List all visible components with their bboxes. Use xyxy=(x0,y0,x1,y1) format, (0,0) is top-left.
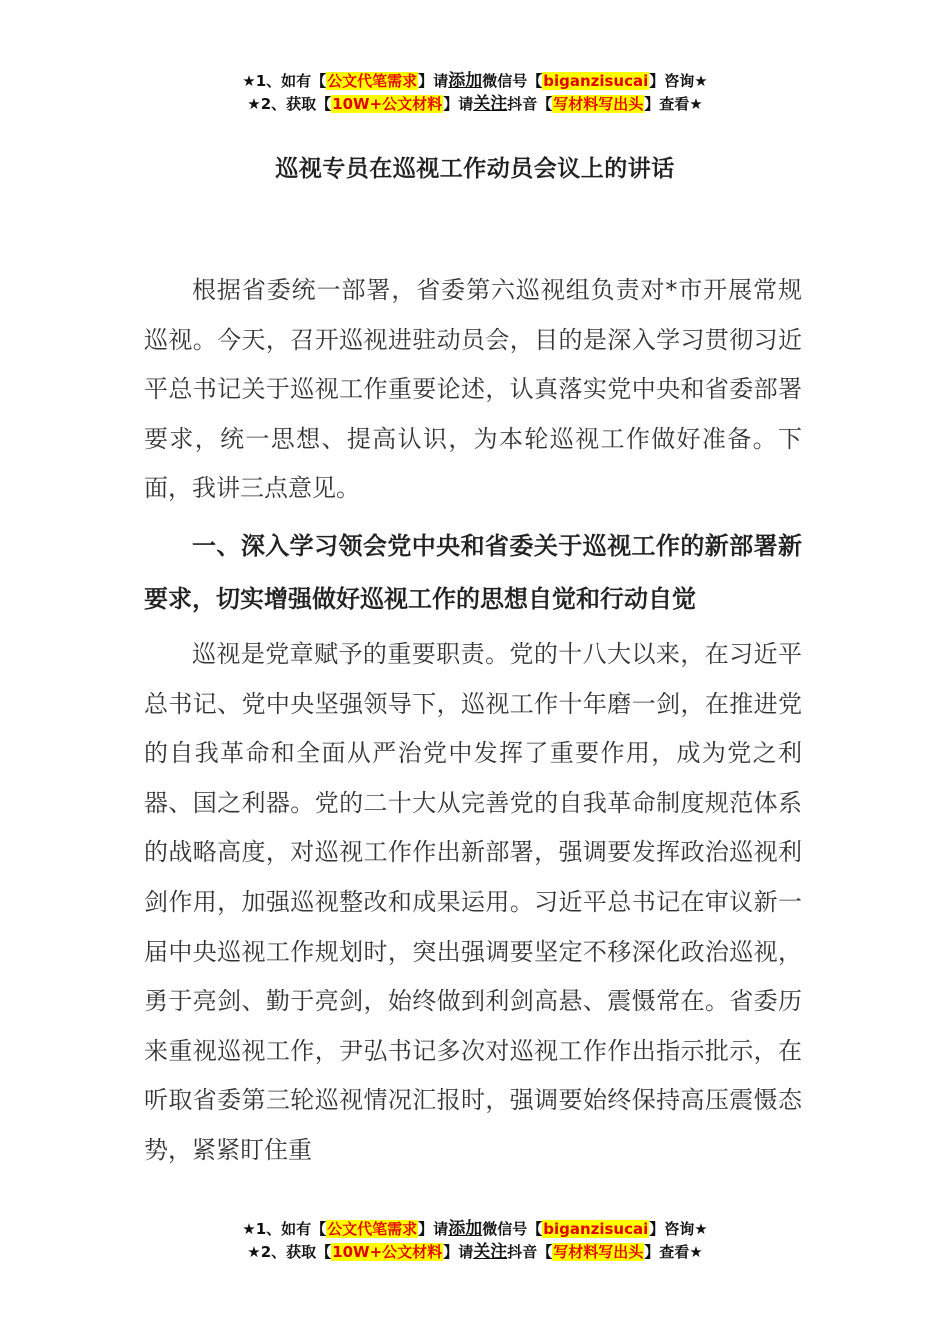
body-paragraph: 巡视是党章赋予的重要职责。党的十八大以来，在习近平总书记、党中央坚强领导下，巡视工作十年磨一剑，在推进党的自我革命和全面从严治党中发挥了重要作用，成为党之利器、国之利器。党的二十大从完善党的自我革命制度规范体系的战略高度，对巡视工作作出新部署，强调要发挥政治巡视利剑作用，加强巡视整改和成果运用。习近平总书记在审议新一届中央巡视工作规划时，突出强调要坚定不移深化政治巡视，勇于亮剑、勤于亮剑，始终做到利剑高悬、震慑常在。省委历来重视巡视工作，尹弘书记多次对巡视工作作出指示批示，在听取省委第三轮巡视情况汇报时，强调要始终保持高压震慑态势，紧紧盯住重 xyxy=(144,639,802,1164)
promo-underlined: 添加 xyxy=(448,1219,483,1239)
promo-text: 】咨询★ xyxy=(649,72,708,90)
promo-text: 】请 xyxy=(443,1243,474,1261)
promo-highlight: 公文代笔需求 xyxy=(327,72,418,90)
promo-highlight: 公文代笔需求 xyxy=(327,1220,418,1238)
section-heading-1: 一、深入学习领会党中央和省委关于巡视工作的新部署新要求，切实增强做好巡视工作的思想自觉和行动自觉 xyxy=(144,531,802,613)
promo-text: 抖音【 xyxy=(507,95,553,113)
document-body xyxy=(144,266,802,1176)
promo-underlined: 关注 xyxy=(473,94,508,114)
promo-wechat-id: biganzisucai xyxy=(543,72,649,90)
promo-line-1 xyxy=(0,1218,950,1241)
document-title: 巡视专员在巡视工作动员会议上的讲话 xyxy=(275,156,675,182)
promo-highlight: 10W+公文材料 xyxy=(332,95,443,113)
promo-highlight: 10W+公文材料 xyxy=(332,1243,443,1261)
promo-text: 微信号【 xyxy=(482,1220,543,1238)
promo-wechat-id: biganzisucai xyxy=(543,1220,649,1238)
promo-text: 】请 xyxy=(418,72,449,90)
promo-text: 微信号【 xyxy=(482,72,543,90)
promo-text: ★2、获取【 xyxy=(247,95,332,113)
promo-underlined: 关注 xyxy=(473,1242,508,1262)
promo-douyin-id: 写材料写出头 xyxy=(553,1243,644,1261)
promo-underlined: 添加 xyxy=(448,71,483,91)
promo-line-2 xyxy=(0,93,950,116)
header-promo-banner xyxy=(0,70,950,116)
promo-text: ★2、获取【 xyxy=(247,1243,332,1261)
promo-text: ★1、如有【 xyxy=(242,1220,327,1238)
promo-text: 抖音【 xyxy=(507,1243,553,1261)
promo-text: 】查看★ xyxy=(644,95,703,113)
promo-text: ★1、如有【 xyxy=(242,72,327,90)
promo-text: 】查看★ xyxy=(644,1243,703,1261)
promo-line-1 xyxy=(0,70,950,93)
promo-douyin-id: 写材料写出头 xyxy=(553,95,644,113)
promo-text: 】请 xyxy=(418,1220,449,1238)
intro-paragraph: 根据省委统一部署，省委第六巡视组负责对*市开展常规巡视。今天，召开巡视进驻动员会，目的是深入学习贯彻习近平总书记关于巡视工作重要论述，认真落实党中央和省委部署要求，统一思想、提高认识，为本轮巡视工作做好准备。下面，我讲三点意见。 xyxy=(144,276,802,503)
promo-line-2 xyxy=(0,1241,950,1264)
footer-promo-banner xyxy=(0,1218,950,1264)
promo-text: 】请 xyxy=(443,95,474,113)
promo-text: 】咨询★ xyxy=(649,1220,708,1238)
